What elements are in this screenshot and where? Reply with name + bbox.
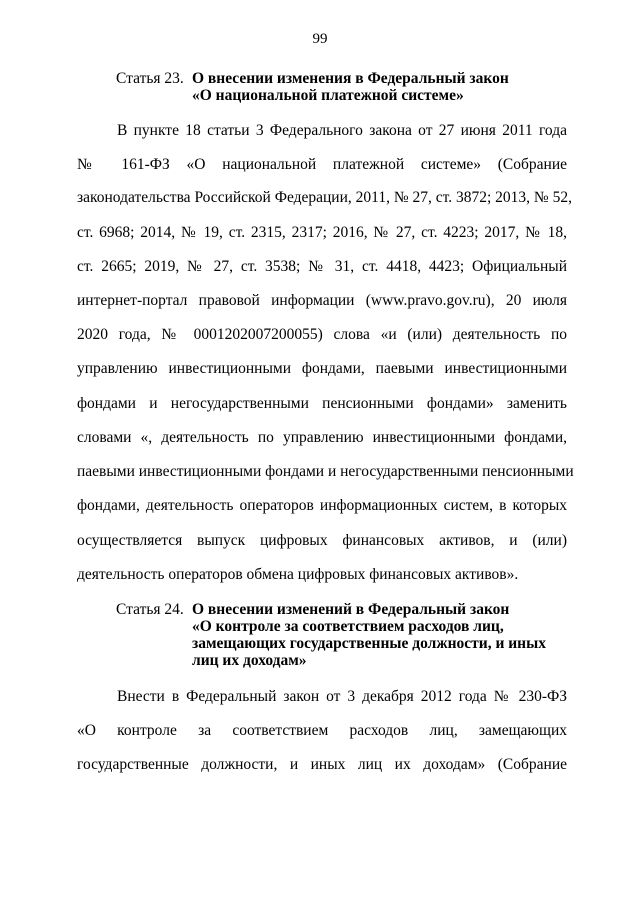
article-23-title — [192, 70, 552, 104]
article-24-title-line: О внесении изменений в Федеральный закон — [192, 601, 510, 618]
body-line: ст. 6968; 2014, № 19, ст. 2315, 2317; 2016, № 27, ст. 4223; 2017, № 18, — [77, 224, 567, 241]
body-line: № 161-ФЗ «О национальной платежной системе» (Собрание — [77, 156, 567, 173]
article-23-title-line: О внесении изменения в Федеральный закон — [192, 70, 509, 87]
article-23-title-line: «О национальной платежной системе» — [192, 87, 464, 104]
article-24-title-line: замещающих государственные должности, и иных — [192, 635, 546, 652]
body-line: осуществляется выпуск цифровых финансовых активов, и (или) — [77, 532, 567, 549]
body-line: интернет-портал правовой информации (www.pravo.gov.ru), 20 июля — [77, 292, 567, 309]
body-line: словами «, деятельность по управлению инвестиционными фондами, — [77, 429, 567, 446]
body-line: паевыми инвестиционными фондами и негосударственными пенсионными — [77, 463, 574, 480]
body-line: государственные должности, и иных лиц их доходам» (Собрание — [77, 756, 567, 773]
body-line: деятельность операторов обмена цифровых финансовых активов». — [77, 566, 519, 583]
body-line: 2020 года, № 0001202007200055) слова «и (или) деятельность по — [77, 326, 567, 343]
body-line: законодательства Российской Федерации, 2011, № 27, ст. 3872; 2013, № 52, — [77, 189, 572, 206]
article-23-heading — [116, 70, 552, 104]
body-line: ст. 2665; 2019, № 27, ст. 3538; № 31, ст. 4418, 4423; Официальный — [77, 258, 567, 275]
article-23-label: Статья 23. — [116, 70, 184, 87]
article-24-title-line: лиц их доходам» — [192, 652, 307, 669]
body-line: фондами, деятельность операторов информационных систем, в которых — [77, 497, 567, 514]
body-line: «О контроле за соответствием расходов лиц, замещающих — [77, 722, 567, 739]
body-line: фондами и негосударственными пенсионными фондами» заменить — [77, 395, 567, 412]
page-number: 99 — [312, 31, 328, 47]
body-line: Внести в Федеральный закон от 3 декабря 2012 года № 230-ФЗ — [117, 688, 567, 705]
body-line: управлению инвестиционными фондами, паевыми инвестиционными — [77, 360, 567, 377]
body-line: В пункте 18 статьи 3 Федерального закона от 27 июня 2011 года — [117, 122, 567, 139]
article-24-label: Статья 24. — [116, 601, 184, 618]
article-24-title — [192, 601, 552, 669]
article-24-title-line: «О контроле за соответствием расходов лиц, — [192, 618, 504, 635]
article-24-heading — [116, 601, 552, 669]
